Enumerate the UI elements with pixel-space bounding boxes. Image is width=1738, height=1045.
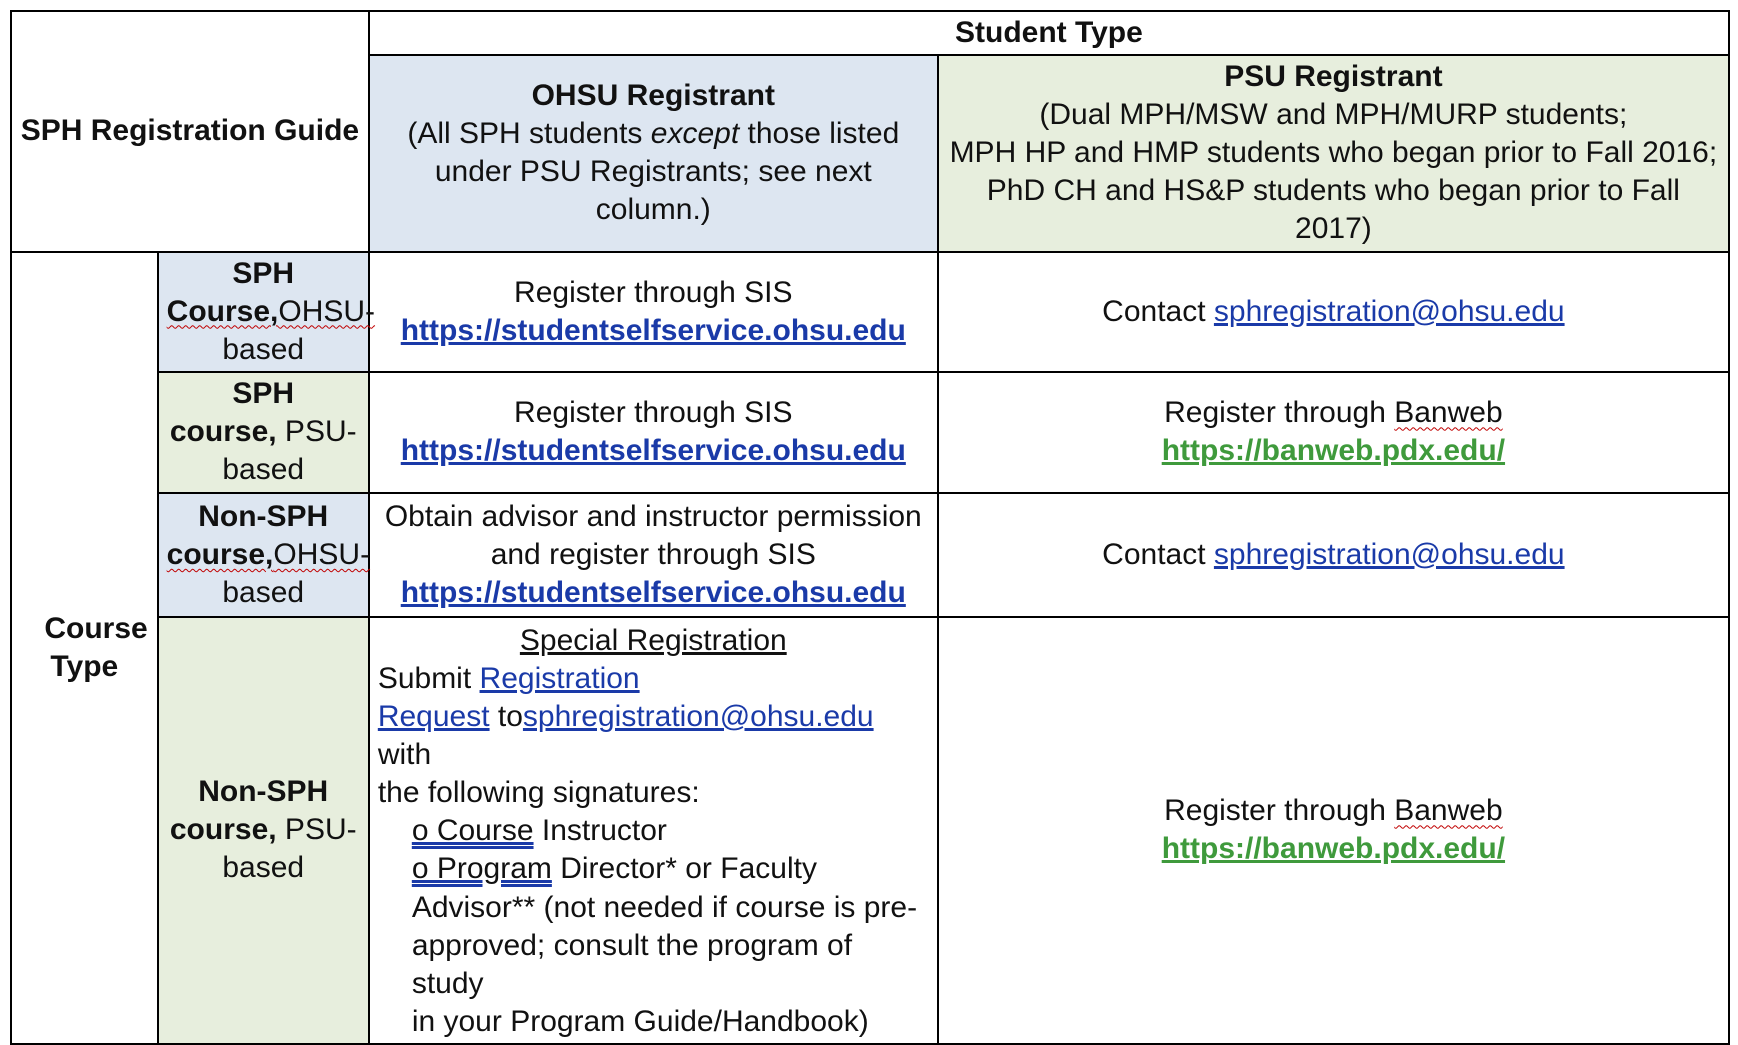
sis-link[interactable]: https://studentselfservice.ohsu.edu	[400, 313, 906, 347]
page-edge-line	[10, 964, 12, 972]
guide-title: SPH Registration Guide	[11, 11, 369, 252]
psu-cell-row2: Register through Banweb https://banweb.pdx.edu/	[938, 372, 1729, 493]
special-registration-title: Special Registration	[519, 623, 787, 657]
student-type-header: Student Type	[369, 11, 1729, 55]
ohsu-registrant-header	[369, 55, 938, 251]
banweb-link[interactable]: https://banweb.pdx.edu/	[1161, 434, 1506, 468]
psu-cell-row4: Register through Banweb https://banweb.pdx.edu/	[938, 617, 1729, 1044]
registration-request-link-2[interactable]: Request	[377, 700, 490, 734]
email-link[interactable]: sphregistration@ohsu.edu	[522, 700, 874, 734]
course-type-label: Course Type	[11, 252, 158, 1044]
course-nonsph-ohsu: Non-SPH course,OHSU- based	[158, 493, 369, 617]
program-director-bullet: o Program	[411, 852, 552, 886]
sis-link[interactable]: https://studentselfservice.ohsu.edu	[400, 434, 906, 468]
registration-guide-table	[10, 10, 1730, 1045]
psu-registrant-line1: (Dual MPH/MSW and MPH/MURP students;	[1039, 98, 1628, 132]
ohsu-registrant-desc: (All SPH students except those listed under PSU Registrants; see next column.)	[407, 117, 900, 227]
special-registration-cell: Special Registration Submit Registration Request tosphregistration@ohsu.edu with the following signatures: o Course Instructor o Program Director* or Faculty Advisor** (not needed if course is pre- approved; consult the program of study in your Program Guide/Handbook)	[369, 617, 938, 1044]
email-link[interactable]: sphregistration@ohsu.edu	[1213, 537, 1565, 571]
ohsu-cell-row2: Register through SIS https://studentselfservice.ohsu.edu	[369, 372, 938, 493]
email-link[interactable]: sphregistration@ohsu.edu	[1213, 294, 1565, 328]
course-nonsph-psu: Non-SPH course, PSU- based	[158, 617, 369, 1044]
course-sph-psu: SPH course, PSU- based	[158, 372, 369, 493]
registration-request-link[interactable]: Registration	[479, 661, 640, 695]
psu-cell-row3: Contact sphregistration@ohsu.edu	[938, 493, 1729, 617]
ohsu-cell-row1: Register through SIS https://studentselfservice.ohsu.edu	[369, 252, 938, 372]
psu-registrant-line3: PhD CH and HS&P students who began prior to Fall 2017)	[986, 174, 1680, 246]
course-sph-ohsu: SPH Course,OHSU- based	[158, 252, 369, 372]
psu-cell-row1: Contact sphregistration@ohsu.edu	[938, 252, 1729, 372]
sis-link[interactable]: https://studentselfservice.ohsu.edu	[400, 575, 906, 609]
psu-registrant-line2: MPH HP and HMP students who began prior to Fall 2016;	[949, 136, 1718, 170]
ohsu-registrant-title: OHSU Registrant	[531, 79, 775, 113]
psu-registrant-title: PSU Registrant	[1224, 60, 1443, 94]
course-instructor-bullet: o Course	[411, 814, 534, 848]
banweb-link[interactable]: https://banweb.pdx.edu/	[1161, 832, 1506, 866]
ohsu-cell-row3: Obtain advisor and instructor permission and register through SIS https://studentselfservice.ohsu.edu	[369, 493, 938, 617]
psu-registrant-header	[938, 55, 1729, 251]
